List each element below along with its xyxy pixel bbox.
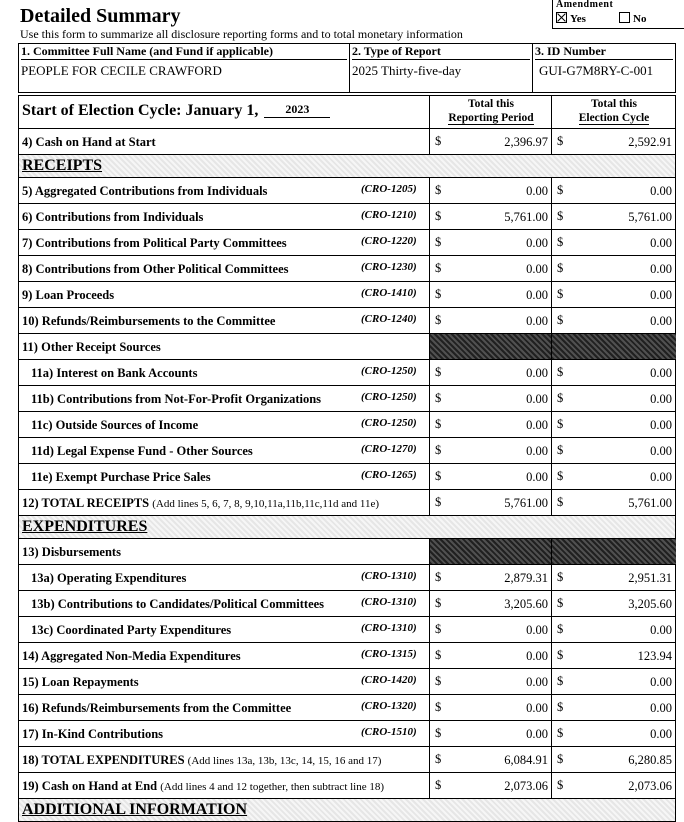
period-amount-cell xyxy=(429,695,552,720)
form-code: (CRO-1240) xyxy=(361,313,417,325)
currency-symbol: $ xyxy=(435,209,442,223)
line-label xyxy=(22,288,114,303)
table-row xyxy=(19,230,675,256)
section-title: RECEIPTS xyxy=(22,157,103,174)
period-amount: 2,879.31 xyxy=(504,571,548,585)
section-header-row xyxy=(19,799,675,822)
period-amount-cell xyxy=(429,412,552,437)
currency-symbol: $ xyxy=(435,261,442,275)
period-amount: 0.00 xyxy=(526,288,548,302)
period-amount: 0.00 xyxy=(526,675,548,689)
cycle-amount-cell xyxy=(551,412,676,437)
period-amount-cell xyxy=(429,256,552,281)
form-code: (CRO-1410) xyxy=(361,287,417,299)
cycle-amount-cell xyxy=(551,129,676,154)
id-number-label: 3. ID Number xyxy=(535,44,673,60)
cycle-amount-cell xyxy=(551,721,676,746)
period-amount: 0.00 xyxy=(526,314,548,328)
currency-symbol: $ xyxy=(557,726,564,740)
line-label-text: 16) Refunds/Reimbursements from the Committee xyxy=(22,701,292,715)
line-note: (Add lines 5, 6, 7, 8, 9,10,11a,11b,11c,11d and 11e) xyxy=(152,498,380,510)
table-row xyxy=(19,565,675,591)
currency-symbol: $ xyxy=(557,134,564,148)
election-cycle-text: Start of Election Cycle: January 1, xyxy=(22,102,259,119)
line-label-text: 13) Disbursements xyxy=(22,545,121,559)
cycle-amount-cell xyxy=(551,539,676,564)
currency-symbol: $ xyxy=(435,570,442,584)
cycle-amount: 2,073.06 xyxy=(628,779,672,793)
line-label-text: 15) Loan Repayments xyxy=(22,675,139,689)
period-amount-cell xyxy=(429,773,552,798)
period-amount-cell xyxy=(429,669,552,694)
form-code: (CRO-1420) xyxy=(361,674,417,686)
currency-symbol: $ xyxy=(435,752,442,766)
period-header-line2: Reporting Period xyxy=(448,112,534,124)
report-type-label: 2. Type of Report xyxy=(352,44,530,60)
line-label xyxy=(31,597,324,612)
currency-symbol: $ xyxy=(557,495,564,509)
cycle-column-header xyxy=(551,96,676,128)
period-header-line1: Total this xyxy=(468,98,514,110)
cycle-amount: 0.00 xyxy=(650,262,672,276)
cycle-amount: 0.00 xyxy=(650,366,672,380)
cycle-header-line1: Total this xyxy=(591,98,637,110)
cycle-amount-cell xyxy=(551,617,676,642)
table-row xyxy=(19,721,675,747)
line-note: (Add lines 13a, 13b, 13c, 14, 15, 16 and 17) xyxy=(187,755,382,767)
period-amount-cell xyxy=(429,334,552,359)
period-amount-cell xyxy=(429,490,552,515)
currency-symbol: $ xyxy=(557,235,564,249)
cycle-amount-cell xyxy=(551,256,676,281)
currency-symbol: $ xyxy=(557,417,564,431)
currency-symbol: $ xyxy=(435,365,442,379)
table-row xyxy=(19,386,675,412)
period-amount-cell xyxy=(429,617,552,642)
period-amount: 0.00 xyxy=(526,262,548,276)
no-checkbox-icon[interactable] xyxy=(619,12,630,23)
period-amount-cell xyxy=(429,643,552,668)
currency-symbol: $ xyxy=(557,443,564,457)
form-code: (CRO-1310) xyxy=(361,622,417,634)
line-label-text: 9) Loan Proceeds xyxy=(22,288,115,302)
cycle-amount-cell xyxy=(551,464,676,489)
form-code: (CRO-1310) xyxy=(361,570,417,582)
period-amount: 0.00 xyxy=(526,727,548,741)
cycle-amount-cell xyxy=(551,490,676,515)
currency-symbol: $ xyxy=(557,700,564,714)
cycle-amount: 0.00 xyxy=(650,288,672,302)
period-amount-cell xyxy=(429,591,552,616)
cycle-amount: 3,205.60 xyxy=(628,597,672,611)
currency-symbol: $ xyxy=(557,287,564,301)
currency-symbol: $ xyxy=(557,365,564,379)
cycle-amount: 0.00 xyxy=(650,470,672,484)
table-row xyxy=(19,539,675,565)
currency-symbol: $ xyxy=(435,495,442,509)
cycle-amount-cell xyxy=(551,747,676,772)
form-code: (CRO-1205) xyxy=(361,183,417,195)
cycle-amount: 0.00 xyxy=(650,444,672,458)
cycle-amount-cell xyxy=(551,643,676,668)
cycle-amount: 0.00 xyxy=(650,623,672,637)
form-code: (CRO-1265) xyxy=(361,469,417,481)
line-label xyxy=(22,727,163,742)
cycle-amount-cell xyxy=(551,282,676,307)
cycle-amount: 0.00 xyxy=(650,314,672,328)
currency-symbol: $ xyxy=(557,674,564,688)
line-label xyxy=(31,444,253,459)
cycle-amount-cell xyxy=(551,230,676,255)
currency-symbol: $ xyxy=(557,209,564,223)
table-row xyxy=(19,438,675,464)
period-amount: 2,396.97 xyxy=(504,135,548,149)
table-row xyxy=(19,464,675,490)
table-row xyxy=(19,204,675,230)
currency-symbol: $ xyxy=(557,391,564,405)
table-row xyxy=(19,282,675,308)
table-row xyxy=(19,695,675,721)
currency-symbol: $ xyxy=(557,752,564,766)
line-label xyxy=(22,135,156,150)
line-label-text: 13b) Contributions to Candidates/Political Committees xyxy=(31,597,325,611)
currency-symbol: $ xyxy=(557,183,564,197)
period-amount-cell xyxy=(429,360,552,385)
line-label xyxy=(22,675,139,690)
line-label-text: 11b) Contributions from Not-For-Profit Organizations xyxy=(31,392,322,406)
table-row xyxy=(19,490,675,516)
table-row xyxy=(19,617,675,643)
cycle-amount: 2,951.31 xyxy=(628,571,672,585)
currency-symbol: $ xyxy=(435,674,442,688)
table-row xyxy=(19,747,675,773)
line-label xyxy=(22,701,291,716)
table-row xyxy=(19,334,675,360)
period-amount: 0.00 xyxy=(526,236,548,250)
cycle-amount: 5,761.00 xyxy=(628,210,672,224)
form-code: (CRO-1270) xyxy=(361,443,417,455)
line-label xyxy=(31,571,186,586)
summary-table xyxy=(18,95,676,822)
currency-symbol: $ xyxy=(435,648,442,662)
period-amount: 0.00 xyxy=(526,444,548,458)
currency-symbol: $ xyxy=(435,700,442,714)
table-row xyxy=(19,643,675,669)
period-amount: 0.00 xyxy=(526,649,548,663)
currency-symbol: $ xyxy=(435,235,442,249)
line-label xyxy=(22,314,275,329)
line-label-text: 11c) Outside Sources of Income xyxy=(31,418,199,432)
section-title: EXPENDITURES xyxy=(22,518,148,535)
amendment-yes-label: Yes xyxy=(570,13,586,25)
currency-symbol: $ xyxy=(557,596,564,610)
yes-checkbox-checked-icon[interactable] xyxy=(556,12,567,23)
period-amount: 0.00 xyxy=(526,623,548,637)
amendment-yes-option[interactable] xyxy=(556,12,586,25)
currency-symbol: $ xyxy=(435,469,442,483)
cycle-amount: 0.00 xyxy=(650,701,672,715)
line-label xyxy=(31,623,231,638)
table-row xyxy=(19,308,675,334)
line-label xyxy=(22,210,203,225)
form-code: (CRO-1310) xyxy=(361,596,417,608)
form-code: (CRO-1315) xyxy=(361,648,417,660)
cycle-amount: 0.00 xyxy=(650,392,672,406)
period-amount-cell xyxy=(429,747,552,772)
cycle-amount: 0.00 xyxy=(650,675,672,689)
period-column-header xyxy=(429,96,552,128)
cycle-amount: 0.00 xyxy=(650,236,672,250)
line-label xyxy=(31,418,198,433)
table-row xyxy=(19,256,675,282)
period-amount: 0.00 xyxy=(526,701,548,715)
form-code: (CRO-1210) xyxy=(361,209,417,221)
currency-symbol: $ xyxy=(557,570,564,584)
report-type-cell xyxy=(350,44,533,92)
cycle-amount-cell xyxy=(551,178,676,203)
line-label-text: 12) TOTAL RECEIPTS xyxy=(22,496,150,510)
currency-symbol: $ xyxy=(435,726,442,740)
period-amount: 5,761.00 xyxy=(504,496,548,510)
line-label-text: 10) Refunds/Reimbursements to the Committee xyxy=(22,314,276,328)
election-cycle-label xyxy=(22,102,330,120)
cycle-amount-cell xyxy=(551,438,676,463)
line-label xyxy=(22,236,287,251)
currency-symbol: $ xyxy=(435,183,442,197)
line-label-text: 11) Other Receipt Sources xyxy=(22,340,161,354)
line-label-text: 18) TOTAL EXPENDITURES xyxy=(22,753,185,767)
line-label-text: 11a) Interest on Bank Accounts xyxy=(31,366,198,380)
form-code: (CRO-1320) xyxy=(361,700,417,712)
cycle-amount-cell xyxy=(551,360,676,385)
currency-symbol: $ xyxy=(557,648,564,662)
cycle-amount-cell xyxy=(551,334,676,359)
amendment-no-label: No xyxy=(633,13,647,25)
currency-symbol: $ xyxy=(557,261,564,275)
currency-symbol: $ xyxy=(557,313,564,327)
line-label xyxy=(31,470,211,485)
period-amount-cell xyxy=(429,464,552,489)
line-label-text: 4) Cash on Hand at Start xyxy=(22,135,156,149)
line-label xyxy=(22,649,241,664)
period-amount-cell xyxy=(429,386,552,411)
page-title: Detailed Summary xyxy=(20,5,181,27)
form-code: (CRO-1250) xyxy=(361,417,417,429)
cycle-amount-cell xyxy=(551,669,676,694)
cycle-amount: 2,592.91 xyxy=(628,135,672,149)
currency-symbol: $ xyxy=(435,778,442,792)
cycle-amount-cell xyxy=(551,695,676,720)
form-code: (CRO-1220) xyxy=(361,235,417,247)
period-amount-cell xyxy=(429,721,552,746)
cycle-header-line2: Election Cycle xyxy=(578,112,650,124)
line-label-text: 11d) Legal Expense Fund - Other Sources xyxy=(31,444,253,458)
id-number-value: GUI-G7M8RY-C-001 xyxy=(539,63,654,78)
amendment-label: Amendment xyxy=(556,0,614,10)
amendment-box xyxy=(552,0,684,29)
form-code: (CRO-1510) xyxy=(361,726,417,738)
line-label xyxy=(22,545,121,560)
period-amount-cell xyxy=(429,565,552,590)
cycle-amount-cell xyxy=(551,773,676,798)
period-amount-cell xyxy=(429,308,552,333)
line-label-text: 13a) Operating Expenditures xyxy=(31,571,187,585)
period-amount-cell xyxy=(429,539,552,564)
line-label xyxy=(22,184,267,199)
form-code: (CRO-1250) xyxy=(361,391,417,403)
line-label-text: 17) In-Kind Contributions xyxy=(22,727,164,741)
period-amount: 2,073.06 xyxy=(504,779,548,793)
report-header-table xyxy=(18,43,676,93)
period-amount-cell xyxy=(429,129,552,154)
period-amount-cell xyxy=(429,230,552,255)
cycle-amount: 0.00 xyxy=(650,727,672,741)
report-type-value: 2025 Thirty-five-day xyxy=(352,63,462,78)
currency-symbol: $ xyxy=(435,287,442,301)
line-label xyxy=(31,392,321,407)
line-label xyxy=(22,779,384,794)
line-label xyxy=(22,753,381,768)
cycle-amount: 5,761.00 xyxy=(628,496,672,510)
section-header-row xyxy=(19,516,675,539)
line-label-text: 8) Contributions from Other Political Committees xyxy=(22,262,289,276)
period-amount-cell xyxy=(429,282,552,307)
cycle-amount: 0.00 xyxy=(650,184,672,198)
committee-cell xyxy=(19,44,350,92)
table-row xyxy=(19,669,675,695)
line-label-text: 5) Aggregated Contributions from Individuals xyxy=(22,184,268,198)
currency-symbol: $ xyxy=(557,778,564,792)
period-amount: 0.00 xyxy=(526,366,548,380)
period-amount: 0.00 xyxy=(526,392,548,406)
page-subtitle: Use this form to summarize all disclosure reporting forms and to total monetary information xyxy=(20,27,463,41)
line-label xyxy=(22,340,161,355)
period-amount: 0.00 xyxy=(526,418,548,432)
line-label-text: 11e) Exempt Purchase Price Sales xyxy=(31,470,211,484)
period-amount: 3,205.60 xyxy=(504,597,548,611)
period-amount-cell xyxy=(429,438,552,463)
line-note: (Add lines 4 and 12 together, then subtract line 18) xyxy=(160,781,385,793)
cycle-amount-cell xyxy=(551,308,676,333)
line-label xyxy=(22,262,289,277)
form-code: (CRO-1230) xyxy=(361,261,417,273)
line-label-text: 6) Contributions from Individuals xyxy=(22,210,204,224)
currency-symbol: $ xyxy=(557,469,564,483)
currency-symbol: $ xyxy=(435,391,442,405)
section-header-row xyxy=(19,155,675,178)
period-amount-cell xyxy=(429,178,552,203)
amendment-no-option[interactable] xyxy=(619,12,646,25)
cycle-amount: 0.00 xyxy=(650,418,672,432)
period-amount-cell xyxy=(429,204,552,229)
line-label-text: 7) Contributions from Political Party Committees xyxy=(22,236,287,250)
line-label xyxy=(22,496,379,511)
election-cycle-year: 2023 xyxy=(264,102,330,118)
cycle-amount: 6,280.85 xyxy=(628,753,672,767)
period-amount: 0.00 xyxy=(526,470,548,484)
table-row xyxy=(19,773,675,799)
cycle-amount-cell xyxy=(551,386,676,411)
line-label xyxy=(31,366,197,381)
table-row xyxy=(19,129,675,155)
section-title: ADDITIONAL INFORMATION xyxy=(22,801,248,818)
table-row xyxy=(19,360,675,386)
committee-label: 1. Committee Full Name (and Fund if applicable) xyxy=(21,44,347,60)
period-amount: 0.00 xyxy=(526,184,548,198)
currency-symbol: $ xyxy=(435,443,442,457)
currency-symbol: $ xyxy=(435,313,442,327)
cycle-amount: 123.94 xyxy=(637,649,672,663)
table-row xyxy=(19,412,675,438)
id-number-cell xyxy=(533,44,675,92)
currency-symbol: $ xyxy=(435,622,442,636)
form-code: (CRO-1250) xyxy=(361,365,417,377)
line-label-text: 19) Cash on Hand at End xyxy=(22,779,158,793)
table-row xyxy=(19,178,675,204)
currency-symbol: $ xyxy=(557,622,564,636)
cycle-amount-cell xyxy=(551,591,676,616)
cycle-amount-cell xyxy=(551,565,676,590)
currency-symbol: $ xyxy=(435,134,442,148)
cycle-amount-cell xyxy=(551,204,676,229)
currency-symbol: $ xyxy=(435,417,442,431)
committee-value: PEOPLE FOR CECILE CRAWFORD xyxy=(21,63,222,78)
period-amount: 5,761.00 xyxy=(504,210,548,224)
table-row xyxy=(19,591,675,617)
currency-symbol: $ xyxy=(435,596,442,610)
line-label-text: 13c) Coordinated Party Expenditures xyxy=(31,623,232,637)
period-amount: 6,084.91 xyxy=(504,753,548,767)
line-label-text: 14) Aggregated Non-Media Expenditures xyxy=(22,649,241,663)
election-cycle-row xyxy=(19,96,675,129)
